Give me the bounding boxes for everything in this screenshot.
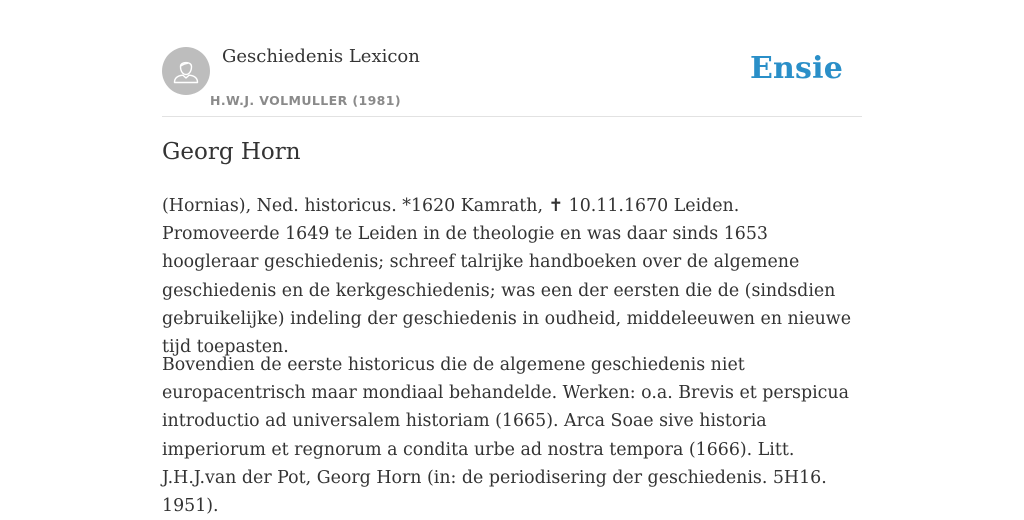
- source-title[interactable]: Geschiedenis Lexicon: [222, 46, 420, 67]
- source-header: [162, 0, 862, 117]
- entry-paragraph-1: (Hornias), Ned. historicus. *1620 Kamrath, ✝ 10.11.1670 Leiden. Promoveerde 1649 te Leiden in de theologie en was daar sinds 1653 hoogleraar geschiedenis; schreef talrijke handboeken over de algemene geschiedenis en de kerkgeschiedenis; was een der eersten die de (sindsdien gebruikelijke) indeling der geschiedenis in oudheid, middeleeuwen en nieuwe tijd toepasten.: [162, 196, 851, 358]
- source-author[interactable]: H.W.J. VOLMULLER (1981): [210, 93, 401, 108]
- entry-title: Georg Horn: [162, 139, 301, 165]
- entry-paragraph-2: Bovendien de eerste historicus die de algemene geschiedenis niet europacentrisch maar mondiaal behandelde. Werken: o.a. Brevis et perspicua introductio ad universalem historiam (1665). Arca Soae sive historia imperiorum et regnorum a condita urbe ad nostra tempora (1666). Litt. J.H.J.van der Pot, Georg Horn (in: de periodisering der geschiedenis. 5H16. 1951).: [162, 355, 849, 517]
- user-silhouette-icon: [162, 47, 210, 95]
- source-avatar[interactable]: [162, 47, 210, 95]
- ensie-logo[interactable]: Ensie: [749, 51, 843, 86]
- entry-card: [162, 0, 862, 517]
